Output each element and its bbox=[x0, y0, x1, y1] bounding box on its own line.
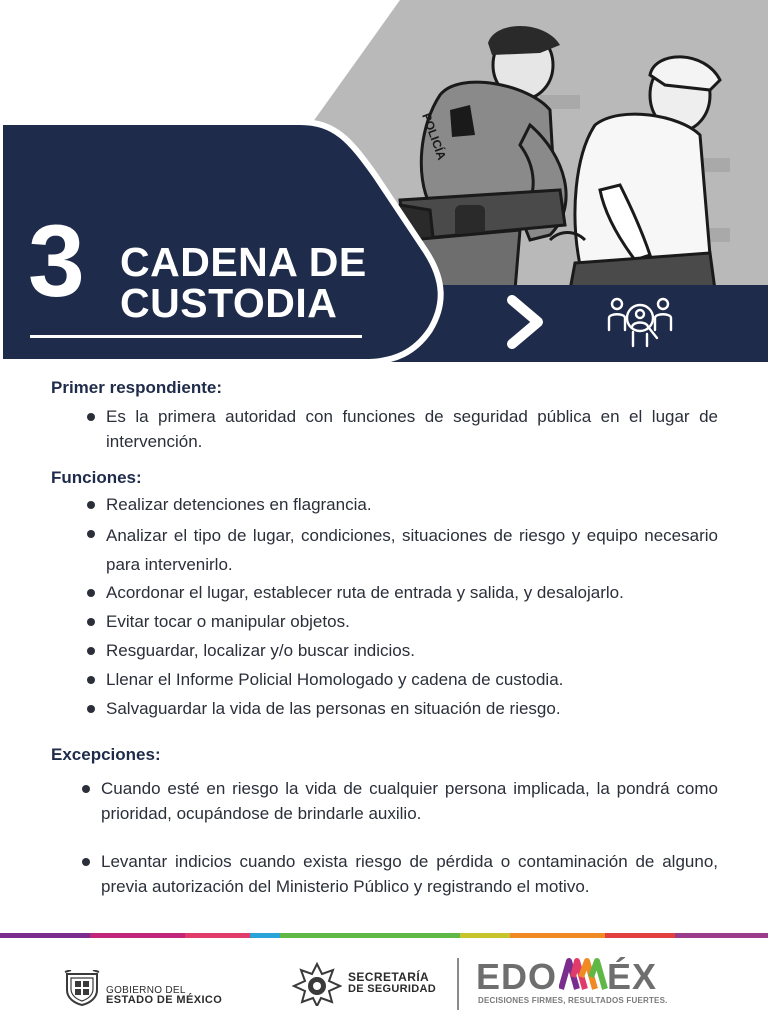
list-item: Levantar indicios cuando exista riesgo de pérdida o contaminación de alguno, previa autorización del Ministerio Público y registrando el motivo. bbox=[101, 849, 718, 899]
header-banner bbox=[0, 0, 768, 362]
edomex-left: EDO bbox=[476, 956, 558, 997]
bullet-icon bbox=[87, 530, 95, 538]
bullet-icon bbox=[87, 676, 95, 684]
list-item: Es la primera autoridad con funciones de seguridad pública en el lugar de intervención. bbox=[106, 404, 718, 454]
list-item: Salvaguardar la vida de las personas en situación de riesgo. bbox=[106, 696, 718, 721]
edomex-right: ÉX bbox=[607, 956, 658, 997]
page-title-line-2: CUSTODIA bbox=[120, 280, 338, 326]
bullet-icon bbox=[87, 705, 95, 713]
svg-text:POLICÍA: POLICÍA bbox=[419, 111, 449, 162]
footer bbox=[0, 940, 768, 1024]
secretaria-line-2: DE SEGURIDAD bbox=[348, 983, 436, 995]
secretaria-line-1: SECRETARÍA bbox=[348, 970, 430, 984]
gobierno-line-1: GOBIERNO DEL bbox=[106, 985, 186, 996]
bullet-icon bbox=[82, 858, 90, 866]
list-item: Resguardar, localizar y/o buscar indicios. bbox=[106, 638, 718, 663]
bullet-icon bbox=[87, 618, 95, 626]
police-badge-icon bbox=[292, 962, 342, 1006]
list-item: Acordonar el lugar, establecer ruta de entrada y salida, y desalojarlo. bbox=[106, 580, 718, 605]
section-heading-primer-respondiente: Primer respondiente: bbox=[51, 378, 222, 397]
bullet-icon bbox=[87, 647, 95, 655]
list-item: Realizar detenciones en flagrancia. bbox=[106, 492, 718, 517]
list-item: Cuando esté en riesgo la vida de cualquier persona implicada, la pondrá como prioridad, ocupándose de brindarle auxilio. bbox=[101, 776, 718, 826]
bullet-icon bbox=[87, 589, 95, 597]
page-title-line-1: CADENA DE bbox=[120, 239, 367, 285]
edomex-m-logo bbox=[559, 957, 609, 991]
list-item: Llenar el Informe Policial Homologado y cadena de custodia. bbox=[106, 667, 718, 692]
color-strip bbox=[0, 933, 768, 938]
section-heading-excepciones: Excepciones: bbox=[51, 745, 161, 764]
coat-of-arms-icon bbox=[63, 970, 101, 1006]
people-group-icon bbox=[605, 294, 675, 350]
section-heading-funciones: Funciones: bbox=[51, 468, 142, 487]
chevron-right-icon[interactable] bbox=[502, 292, 550, 352]
list-item: Evitar tocar o manipular objetos. bbox=[106, 609, 718, 634]
list-item: Analizar el tipo de lugar, condiciones, situaciones de riesgo y equipo necesario para intervenirlo. bbox=[106, 521, 718, 579]
bullet-icon bbox=[87, 413, 95, 421]
bullet-icon bbox=[87, 501, 95, 509]
bullet-icon bbox=[82, 785, 90, 793]
step-number: 3 bbox=[28, 204, 83, 318]
gobierno-line-2: ESTADO DE MÉXICO bbox=[106, 994, 223, 1006]
footer-divider bbox=[457, 958, 459, 1010]
title-underline bbox=[30, 335, 362, 338]
edomex-slogan: DECISIONES FIRMES, RESULTADOS FUERTES. bbox=[478, 996, 668, 1005]
